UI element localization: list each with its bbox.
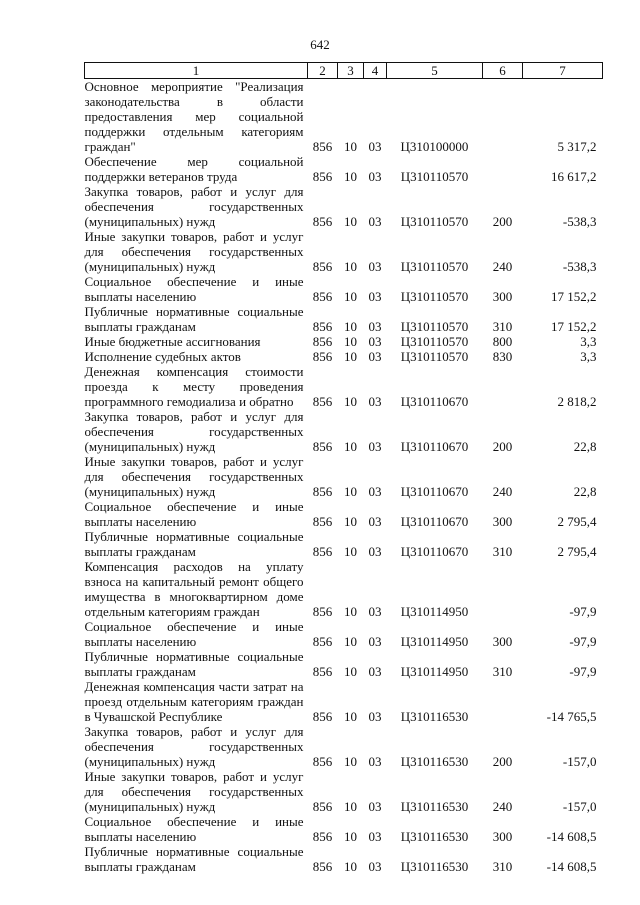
row-name: Основное мероприятие "Реализация законодательства в области предоставления мер социальной поддержки отдельным категориям граждан": [84, 79, 304, 154]
row-target-article: Ц310110570: [400, 334, 469, 349]
row-target-article: Ц310116530: [400, 799, 469, 814]
row-ministry-code: 856: [312, 709, 333, 724]
row-section-code: 10: [344, 214, 357, 229]
row-subsection-code: 03: [368, 349, 382, 364]
row-target-article: Ц310110670: [400, 439, 469, 454]
row-ministry-code: 856: [312, 139, 333, 154]
row-amount: -97,9: [569, 664, 597, 679]
row-amount: -14 608,5: [546, 829, 597, 844]
row-subsection-code: 03: [368, 859, 382, 874]
row-target-article: Ц310110570: [400, 259, 469, 274]
row-target-article: Ц310116530: [400, 829, 469, 844]
row-section-code: 10: [344, 634, 357, 649]
row-expense-type: 240: [492, 799, 513, 814]
table-row: [85, 154, 603, 184]
row-section-code: 10: [344, 319, 357, 334]
row-expense-type: 310: [492, 664, 513, 679]
row-name: Публичные нормативные социальные выплаты гражданам: [84, 529, 304, 559]
row-target-article: Ц310116530: [400, 709, 469, 724]
row-amount: -14 608,5: [546, 859, 597, 874]
row-section-code: 10: [344, 349, 357, 364]
row-ministry-code: 856: [312, 799, 333, 814]
row-amount: -538,3: [562, 214, 597, 229]
row-target-article: Ц310110570: [400, 349, 469, 364]
table-row: [85, 229, 603, 274]
row-target-article: Ц310110670: [400, 394, 469, 409]
row-amount: -14 765,5: [546, 709, 597, 724]
row-ministry-code: 856: [312, 859, 333, 874]
table-row: [85, 364, 603, 409]
row-amount: 5 317,2: [557, 139, 597, 154]
row-subsection-code: 03: [368, 484, 382, 499]
row-ministry-code: 856: [312, 334, 333, 349]
row-ministry-code: 856: [312, 259, 333, 274]
row-name: Компенсация расходов на уплату взноса на капитальный ремонт общего имущества в многоквартирном доме отдельным категориям граждан: [84, 559, 304, 619]
row-ministry-code: 856: [312, 169, 333, 184]
row-section-code: 10: [344, 859, 357, 874]
row-expense-type: 310: [492, 544, 513, 559]
row-section-code: 10: [344, 394, 357, 409]
row-amount: -97,9: [569, 604, 597, 619]
row-amount: 2 818,2: [557, 394, 597, 409]
table-row: [85, 304, 603, 334]
row-target-article: Ц310110570: [400, 214, 469, 229]
table-row: [85, 529, 603, 559]
row-name: Денежная компенсация стоимости проезда к месту проведения программного гемодиализа и обратно: [84, 364, 304, 409]
row-target-article: Ц310116530: [400, 859, 469, 874]
row-name: Обеспечение мер социальной поддержки ветеранов труда: [84, 154, 304, 184]
row-name: Публичные нормативные социальные выплаты гражданам: [84, 649, 304, 679]
row-amount: 16 617,2: [551, 169, 597, 184]
table-row: [85, 274, 603, 304]
table-row: [85, 559, 603, 619]
row-expense-type: [483, 559, 523, 619]
table-row: [85, 454, 603, 499]
row-ministry-code: 856: [312, 214, 333, 229]
row-subsection-code: 03: [368, 514, 382, 529]
table-row: [85, 619, 603, 649]
row-amount: 3,3: [580, 334, 597, 349]
row-target-article: Ц310110570: [400, 169, 469, 184]
row-ministry-code: 856: [312, 289, 333, 304]
row-name: Социальное обеспечение и иные выплаты населению: [84, 499, 304, 529]
row-name: Социальное обеспечение и иные выплаты населению: [84, 274, 304, 304]
row-section-code: 10: [344, 664, 357, 679]
row-expense-type: 830: [492, 349, 513, 364]
row-target-article: Ц310110670: [400, 484, 469, 499]
row-section-code: 10: [344, 259, 357, 274]
row-ministry-code: 856: [312, 604, 333, 619]
table-row: [85, 409, 603, 454]
row-section-code: 10: [344, 604, 357, 619]
row-section-code: 10: [344, 514, 357, 529]
row-ministry-code: 856: [312, 514, 333, 529]
row-subsection-code: 03: [368, 319, 382, 334]
row-ministry-code: 856: [312, 634, 333, 649]
row-name: Иные закупки товаров, работ и услуг для обеспечения государственных (муниципальных) нужд: [84, 229, 304, 274]
row-target-article: Ц310110670: [400, 544, 469, 559]
table-row: [85, 649, 603, 679]
budget-table: [84, 62, 603, 874]
row-section-code: 10: [344, 754, 357, 769]
row-name: Закупка товаров, работ и услуг для обеспечения государственных (муниципальных) нужд: [84, 409, 304, 454]
row-ministry-code: 856: [312, 664, 333, 679]
row-target-article: Ц310110570: [400, 319, 469, 334]
row-target-article: Ц310114950: [400, 604, 469, 619]
row-expense-type: 200: [492, 754, 513, 769]
row-amount: 17 152,2: [551, 289, 597, 304]
row-name: Публичные нормативные социальные выплаты гражданам: [84, 844, 304, 874]
table-row: [85, 184, 603, 229]
row-subsection-code: 03: [368, 634, 382, 649]
row-amount: 2 795,4: [557, 544, 597, 559]
row-section-code: 10: [344, 829, 357, 844]
row-ministry-code: 856: [312, 394, 333, 409]
row-ministry-code: 856: [312, 439, 333, 454]
row-ministry-code: 856: [312, 484, 333, 499]
header-col-4: 4: [364, 63, 387, 79]
page-number: 642: [310, 37, 330, 52]
row-subsection-code: 03: [368, 214, 382, 229]
row-subsection-code: 03: [368, 139, 382, 154]
row-amount: 22,8: [573, 439, 597, 454]
row-section-code: 10: [344, 139, 357, 154]
row-section-code: 10: [344, 439, 357, 454]
row-ministry-code: 856: [312, 349, 333, 364]
row-section-code: 10: [344, 289, 357, 304]
row-subsection-code: 03: [368, 544, 382, 559]
header-col-1: 1: [85, 63, 308, 79]
row-subsection-code: 03: [368, 394, 382, 409]
row-section-code: 10: [344, 334, 357, 349]
row-section-code: 10: [344, 709, 357, 724]
row-name: Социальное обеспечение и иные выплаты населению: [84, 814, 304, 844]
row-ministry-code: 856: [312, 754, 333, 769]
row-target-article: Ц310110670: [400, 514, 469, 529]
row-expense-type: 200: [492, 214, 513, 229]
row-subsection-code: 03: [368, 259, 382, 274]
row-ministry-code: 856: [312, 829, 333, 844]
row-name: Социальное обеспечение и иные выплаты населению: [84, 619, 304, 649]
header-col-5: 5: [387, 63, 483, 79]
table-row: [85, 679, 603, 724]
row-subsection-code: 03: [368, 799, 382, 814]
row-name: Исполнение судебных актов: [84, 349, 241, 364]
row-name: Иные закупки товаров, работ и услуг для обеспечения государственных (муниципальных) нужд: [84, 769, 304, 814]
header-col-6: 6: [483, 63, 523, 79]
table-row: [85, 724, 603, 769]
row-expense-type: 240: [492, 484, 513, 499]
row-ministry-code: 856: [312, 544, 333, 559]
row-name: Закупка товаров, работ и услуг для обеспечения государственных (муниципальных) нужд: [84, 184, 304, 229]
row-amount: -97,9: [569, 634, 597, 649]
header-col-3: 3: [338, 63, 364, 79]
table-row: [85, 79, 603, 155]
row-subsection-code: 03: [368, 709, 382, 724]
row-name: Иные бюджетные ассигнования: [84, 334, 261, 349]
row-amount: 2 795,4: [557, 514, 597, 529]
row-expense-type: 200: [492, 439, 513, 454]
row-amount: -157,0: [562, 754, 597, 769]
row-name: Публичные нормативные социальные выплаты гражданам: [84, 304, 304, 334]
row-subsection-code: 03: [368, 169, 382, 184]
row-target-article: Ц310114950: [400, 634, 469, 649]
header-col-7: 7: [523, 63, 603, 79]
table-row: [85, 814, 603, 844]
table-row: [85, 349, 603, 364]
row-expense-type: [483, 154, 523, 184]
row-name: Денежная компенсация части затрат на проезд отдельным категориям граждан в Чувашской Республике: [84, 679, 304, 724]
row-subsection-code: 03: [368, 334, 382, 349]
row-section-code: 10: [344, 544, 357, 559]
row-expense-type: 800: [492, 334, 513, 349]
row-expense-type: [483, 364, 523, 409]
row-expense-type: 240: [492, 259, 513, 274]
row-amount: -157,0: [562, 799, 597, 814]
row-subsection-code: 03: [368, 829, 382, 844]
row-expense-type: [483, 79, 523, 155]
row-subsection-code: 03: [368, 664, 382, 679]
row-expense-type: 300: [492, 289, 513, 304]
row-name: Закупка товаров, работ и услуг для обеспечения государственных (муниципальных) нужд: [84, 724, 304, 769]
row-target-article: Ц310110570: [400, 289, 469, 304]
row-subsection-code: 03: [368, 754, 382, 769]
table-header-row: [85, 63, 603, 79]
row-target-article: Ц310100000: [400, 139, 469, 154]
table-row: [85, 499, 603, 529]
row-target-article: Ц310116530: [400, 754, 469, 769]
row-amount: 3,3: [580, 349, 597, 364]
table-row: [85, 334, 603, 349]
row-subsection-code: 03: [368, 289, 382, 304]
row-name: Иные закупки товаров, работ и услуг для обеспечения государственных (муниципальных) нужд: [84, 454, 304, 499]
row-section-code: 10: [344, 799, 357, 814]
row-amount: 22,8: [573, 484, 597, 499]
row-subsection-code: 03: [368, 439, 382, 454]
table-row: [85, 844, 603, 874]
row-expense-type: 310: [492, 859, 513, 874]
row-section-code: 10: [344, 484, 357, 499]
row-expense-type: [483, 679, 523, 724]
row-amount: -538,3: [562, 259, 597, 274]
header-col-2: 2: [308, 63, 338, 79]
row-subsection-code: 03: [368, 604, 382, 619]
row-expense-type: 310: [492, 319, 513, 334]
row-target-article: Ц310114950: [400, 664, 469, 679]
row-expense-type: 300: [492, 634, 513, 649]
row-section-code: 10: [344, 169, 357, 184]
row-ministry-code: 856: [312, 319, 333, 334]
table-row: [85, 769, 603, 814]
row-expense-type: 300: [492, 514, 513, 529]
row-expense-type: 300: [492, 829, 513, 844]
row-amount: 17 152,2: [551, 319, 597, 334]
